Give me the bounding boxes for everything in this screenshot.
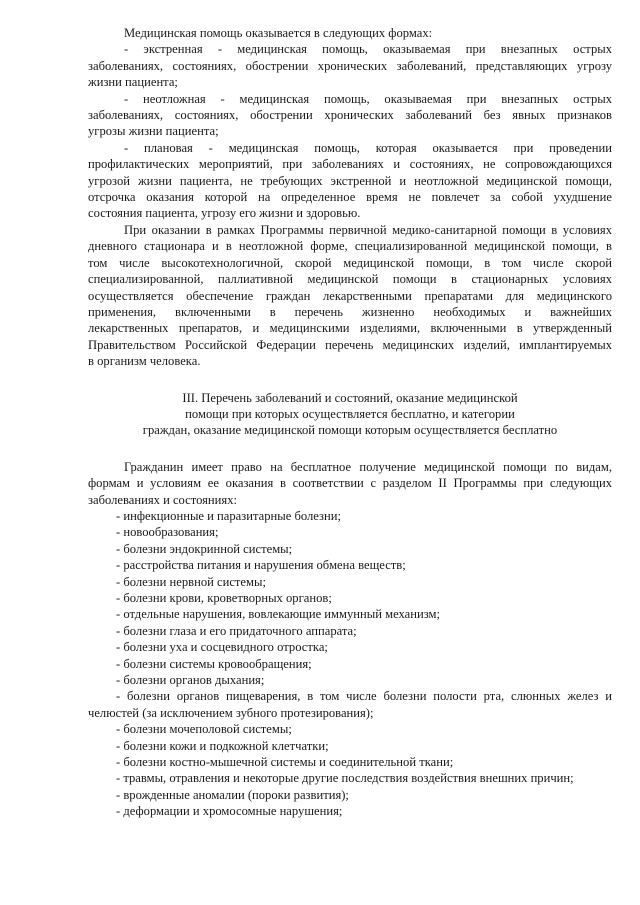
- text-line: состояния пациента, угрозу его жизни и здоровью.: [88, 206, 361, 221]
- text-line: - болезни органов пищеварения, в том числе болезни полости рта, слюнных желез и: [116, 689, 612, 704]
- form-planned: [88, 140, 612, 222]
- heading-line: помощи при которых осуществляется бесплатно, и категории: [185, 406, 515, 421]
- text-line: том числе высокотехнологичной, скорой медицинской помощи, в том числе скорой: [88, 255, 612, 270]
- text-line: заболеваниях и состояниях:: [88, 492, 237, 507]
- list-item: - травмы, отравления и некоторые другие последствия воздействия внешних причин;: [116, 771, 574, 786]
- text-line: заболеваниях, состояниях, обострении хронических заболеваний, представляющих угрозу: [88, 58, 612, 73]
- section-heading: [88, 390, 612, 439]
- text-line: заболеваниях, состояниях, обострении хронических заболеваний без явных признаков: [88, 108, 612, 123]
- text-line: При оказании в рамках Программы первичной медико-санитарной помощи в условиях: [124, 222, 612, 237]
- text-line: - экстренная - медицинская помощь, оказываемая при внезапных острых: [124, 42, 612, 57]
- list-item: - врожденные аномалии (пороки развития);: [116, 787, 349, 802]
- heading-line: граждан, оказание медицинской помощи которым осуществляется бесплатно: [142, 423, 558, 438]
- text-line: формам и условиям ее оказания в соответствии с разделом II Программы при следующих: [88, 476, 612, 491]
- text-line: - плановая - медицинская помощь, которая оказывается при проведении: [124, 140, 612, 155]
- text-line: применения, включенными в перечень жизненно необходимых и важнейших: [88, 304, 612, 319]
- text-line: отсрочка оказания которой на определенное время не повлечет за собой ухудшение: [88, 190, 612, 205]
- list-item: - болезни мочеполовой системы;: [116, 722, 292, 737]
- provision-paragraph: [88, 222, 612, 370]
- disease-list-continued: [88, 721, 612, 819]
- text-line: осуществляется обеспечение граждан лекарственными препаратами для медицинского: [88, 288, 612, 303]
- disease-list: [88, 508, 612, 688]
- text-line: дневного стационара и в неотложной форме, специализированной медицинской помощи, в: [88, 239, 612, 254]
- list-item: - болезни системы кровообращения;: [116, 656, 312, 671]
- list-item: - новообразования;: [116, 525, 219, 540]
- text-line: - неотложная - медицинская помощь, оказываемая при внезапных острых: [124, 91, 612, 106]
- intro-line: Медицинская помощь оказывается в следующих формах:: [124, 26, 433, 40]
- heading-line: III. Перечень заболеваний и состояний, оказание медицинской: [182, 390, 518, 405]
- list-item: - болезни органов дыхания;: [116, 673, 265, 688]
- digestive-item: [88, 688, 612, 721]
- text-line: жизни пациента;: [88, 75, 178, 90]
- list-item: - болезни костно-мышечной системы и соединительной ткани;: [116, 755, 454, 770]
- list-item: - болезни эндокринной системы;: [116, 541, 293, 556]
- list-item: - болезни кожи и подкожной клетчатки;: [116, 738, 329, 753]
- text-line: профилактических мероприятий, при заболеваниях и состояниях, не сопровождающихся: [88, 157, 612, 172]
- text-line: специализированной, паллиативной медицинской помощи в стационарных условиях: [88, 272, 612, 287]
- list-item: - инфекционные и паразитарные болезни;: [116, 508, 341, 523]
- list-item: - расстройства питания и нарушения обмена веществ;: [116, 558, 406, 573]
- text-line: угрозы жизни пациента;: [88, 124, 219, 139]
- text-line: угрозой жизни пациента, не требующих экстренной и неотложной медицинской помощи,: [88, 173, 612, 188]
- text-line: Гражданин имеет право на бесплатное получение медицинской помощи по видам,: [124, 459, 612, 474]
- text-line: Правительством Российской Федерации перечень медицинских изделий, имплантируемых: [88, 337, 612, 352]
- form-urgent: [88, 91, 612, 140]
- list-item: - болезни уха и сосцевидного отростка;: [116, 640, 328, 655]
- list-item: - болезни нервной системы;: [116, 574, 266, 589]
- text-line: в организм человека.: [88, 354, 201, 369]
- rights-paragraph: [88, 459, 612, 508]
- list-item: - болезни крови, кроветворных органов;: [116, 591, 332, 605]
- spacer: [88, 439, 612, 459]
- form-emergency: [88, 41, 612, 90]
- text-line: лекарственных препаратов, и медицинскими изделиями, включенными в утвержденный: [88, 321, 612, 336]
- list-item: - отдельные нарушения, вовлекающие иммунный механизм;: [116, 607, 440, 622]
- list-item: - болезни глаза и его придаточного аппарата;: [116, 623, 357, 638]
- text-line: челюстей (за исключением зубного протезирования);: [88, 705, 374, 720]
- list-item: - деформации и хромосомные нарушения;: [116, 804, 343, 819]
